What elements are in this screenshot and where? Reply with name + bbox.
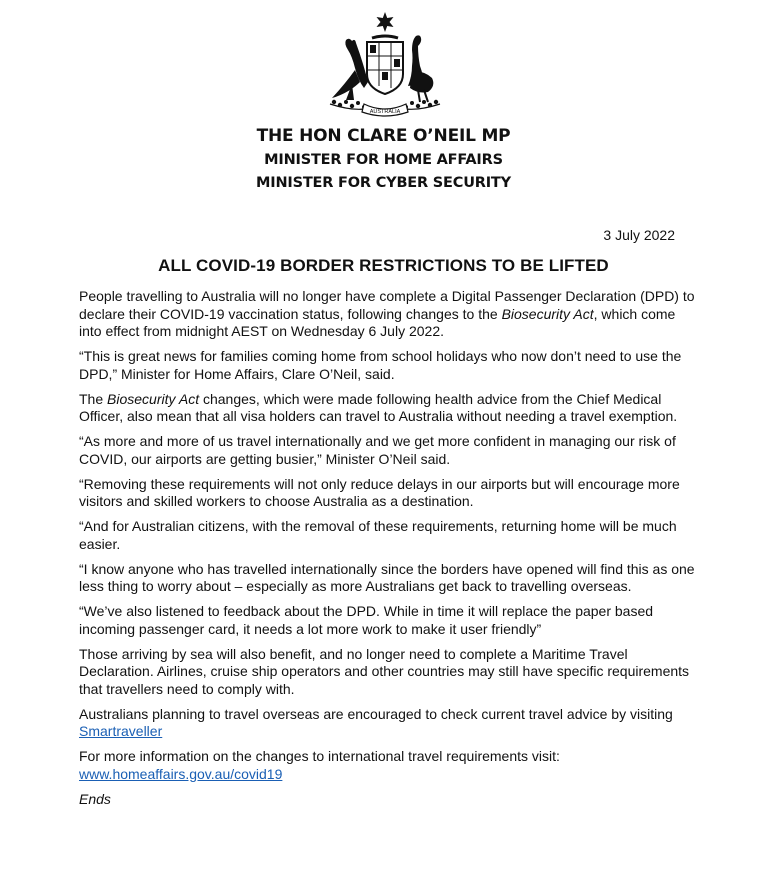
paragraph: People travelling to Australia will no longer have complete a Digital Passenger Declaration (DPD) to declare their COVID-19 vaccination status, following changes to the Biosecurity Act, which come into effect from midnight AEST on Wednesday 6 July 2022. <box>79 288 695 339</box>
paragraph: “This is great news for families coming home from school holidays who now don’t need to use the DPD,” Minister for Home Affairs, Clare O’Neil, said. <box>79 348 682 382</box>
release-date: 3 July 2022 <box>603 227 675 243</box>
minister-name: THE HON CLARE O’NEIL MP <box>256 126 511 146</box>
paragraph: “I know anyone who has travelled internationally since the borders have opened will find this as one less thing to worry about – especially as more Australians get back to travelling overseas. <box>79 560 695 594</box>
crest-motto: AUSTRALIA <box>369 109 401 115</box>
release-body <box>79 288 699 816</box>
paragraph: For more information on the changes to international travel requirements visit: www.homeaffairs.gov.au/covid19 <box>79 748 560 782</box>
homeaffairs-link[interactable]: www.homeaffairs.gov.au/covid19 <box>79 765 283 782</box>
paragraph: “As more and more of us travel internationally and we get more confident in managing our risk of COVID, our airports are getting busier,” Minister O’Neil said. <box>79 433 676 467</box>
smartraveller-link[interactable]: Smartraveller <box>79 723 163 739</box>
headline: ALL COVID-19 BORDER RESTRICTIONS TO BE LIFTED <box>158 256 609 275</box>
minister-title-home-affairs: MINISTER FOR HOME AFFAIRS <box>264 152 503 168</box>
act-name: Biosecurity Act <box>501 305 594 322</box>
paragraph: “Removing these requirements will not only reduce delays in our airports but will encourage more visitors and skilled workers to choose Australia as a destination. <box>79 475 680 509</box>
paragraph: Australians planning to travel overseas are encouraged to check current travel advice by visiting Smartraveller <box>79 705 673 739</box>
paragraph: “We’ve also listened to feedback about the DPD. While in time it will replace the paper based incoming passenger card, it needs a lot more work to make it user friendly” <box>79 603 654 637</box>
paragraph: The Biosecurity Act changes, which were made following health advice from the Chief Medical Officer, also mean that all visa holders can travel to Australia without needing a travel exemption. <box>79 390 678 424</box>
coat-of-arms-icon <box>300 10 470 118</box>
paragraph: Those arriving by sea will also benefit, and no longer need to complete a Maritime Travel Declaration. Airlines, cruise ship operators and other countries may still have specific requirements that travellers need to comply with. <box>79 645 690 697</box>
act-name: Biosecurity Act <box>107 390 200 407</box>
minister-title-cyber-security: MINISTER FOR CYBER SECURITY <box>256 175 511 191</box>
paragraph: “And for Australian citizens, with the removal of these requirements, returning home will be much easier. <box>79 518 677 552</box>
ends-marker: Ends <box>79 790 111 807</box>
